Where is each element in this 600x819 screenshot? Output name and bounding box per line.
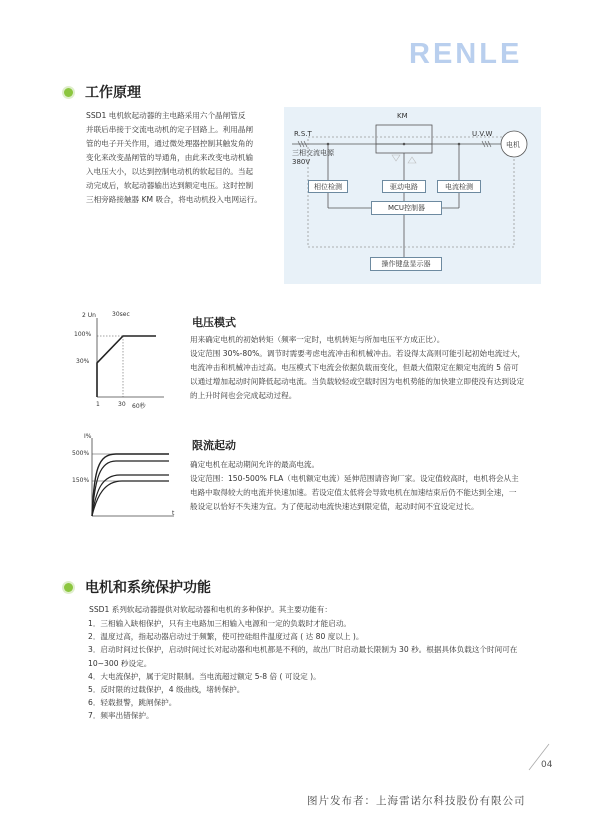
- section-heading-working-principle: [64, 82, 141, 102]
- chart-time-label: 30sec: [112, 311, 130, 318]
- keyboard-display-box: 操作键盘显示器: [370, 257, 442, 271]
- source-label: 三相交流电源: [292, 149, 334, 157]
- section-title: 工作原理: [85, 85, 141, 101]
- chart-y-top-label: I%: [84, 433, 92, 440]
- current-detect-box: 电流检测: [437, 180, 481, 193]
- drive-circuit-box: 驱动电路: [382, 180, 426, 193]
- chart-y-30-label: 30%: [76, 358, 90, 365]
- rst-label: R.S.T: [294, 130, 312, 138]
- green-bullet-icon: [64, 88, 73, 97]
- voltage-mode-title: 电压模式: [192, 316, 236, 329]
- chart-y-top-label: 2 Un: [82, 312, 96, 319]
- chart-y-100-label: 100%: [74, 331, 92, 338]
- list-item: 5．反时限的过载保护，4 级曲线，堵转保护。: [88, 685, 245, 695]
- page-number: 04: [541, 760, 553, 770]
- chart-x2-label: 30: [118, 401, 126, 408]
- chart-x3-label: 60秒: [132, 403, 146, 410]
- section-title: 电机和系统保护功能: [85, 580, 211, 596]
- green-bullet-icon: [64, 583, 73, 592]
- chart-y-500-label: 500%: [72, 450, 90, 457]
- brand-logo: RENLE: [409, 38, 523, 70]
- protection-list: [88, 617, 558, 723]
- list-item: 4．大电流保护，属于定时限制。当电流超过额定 5-8 倍 ( 可设定 )。: [88, 671, 321, 681]
- protection-intro: SSD1 系列软起动器提供对软起动器和电机的多种保护。其主要功能有：: [89, 605, 332, 614]
- uvw-label: U.V.W: [472, 130, 493, 138]
- phase-detect-box: 相位检测: [308, 180, 348, 193]
- chart-x1-label: 1: [96, 401, 100, 408]
- list-item: 7．频率出错保护。: [88, 711, 154, 721]
- list-item: 2．温度过高，指起动器启动过于频繁，使可控硅组件温度过高 ( 达 80 度以上 )。: [88, 632, 364, 642]
- current-limit-chart: [70, 430, 180, 525]
- list-item: 3．启动时间过长保护，启动时间过长对起动器和电机都是不利的，故出厂时启动最长限制为 30 秒。根据具体负载这个时间可在: [88, 645, 518, 655]
- voltage-mode-text: 用来确定电机的初始转矩（频率一定时，电机转矩与所加电压平方成正比）。 设定范围 30%-80%。调节时需要考虑电流冲击和机械冲击。若设得太高则可能引起初始电流过大， 电流冲击和机械冲击过高。电压模式下电流会依据负载而变化，但最大值限定在额定电流的 5 倍可 以通过增加起动时间降低起动电流。当负载较轻或空载时因为电机势能的加快建立即使没有达到设定 的上升时间也会完成起动过程。: [190, 335, 526, 400]
- section-heading-protection: [64, 577, 211, 597]
- list-item: 1．三相输入缺相保护，只有主电路加三相输入电源和一定的负载时才能启动。: [88, 619, 352, 628]
- chart-x-axis-label: t: [172, 510, 175, 517]
- motor-label: 电机: [506, 141, 520, 149]
- current-limit-title: 限流起动: [192, 439, 236, 452]
- mcu-box: MCU控制器: [371, 201, 442, 215]
- working-principle-text: SSD1 电机软起动器的主电路采用六个晶闸管反 并联后串接于交流电动机的定子回路上。利用晶闸 管的电子开关作用，通过微处理器控制其触发角的 变化来改变晶闸管的导通角，由此来改变电动机输 入电压大小，以达到控制电动机的软起目的。当起 动完成后，软起动器输出达到额定电压。这时控制 三相旁路接触器 KM 吸合，将电动机投入电网运行。: [86, 111, 262, 204]
- circuit-diagram: [284, 107, 541, 284]
- chart-y-150-label: 150%: [72, 477, 90, 484]
- current-limit-text: 确定电机在起动期间允许的最高电流。 设定范围：150-500% FLA（电机额定电流）延伸范围请咨询厂家。设定值较高时，电机将会从主 电路中取得较大的电流并快速加速。若设定值太低将会导致电机在加速结束后仍不能达到全速，一 般设定以恰好不失速为宜。为了使起动电流快速达到限定值，起动时间不宜设定过长。: [190, 460, 519, 511]
- voltage-mode-chart: [68, 308, 168, 413]
- voltage-label: 380V: [292, 158, 311, 166]
- km-label: KM: [397, 112, 408, 120]
- footer-publisher: 图片发布者：上海雷诺尔科技股份有限公司: [307, 795, 526, 807]
- list-item: 6．轻载报警，跳闸保护。: [88, 698, 177, 708]
- list-item: 10~300 秒设定。: [88, 658, 152, 668]
